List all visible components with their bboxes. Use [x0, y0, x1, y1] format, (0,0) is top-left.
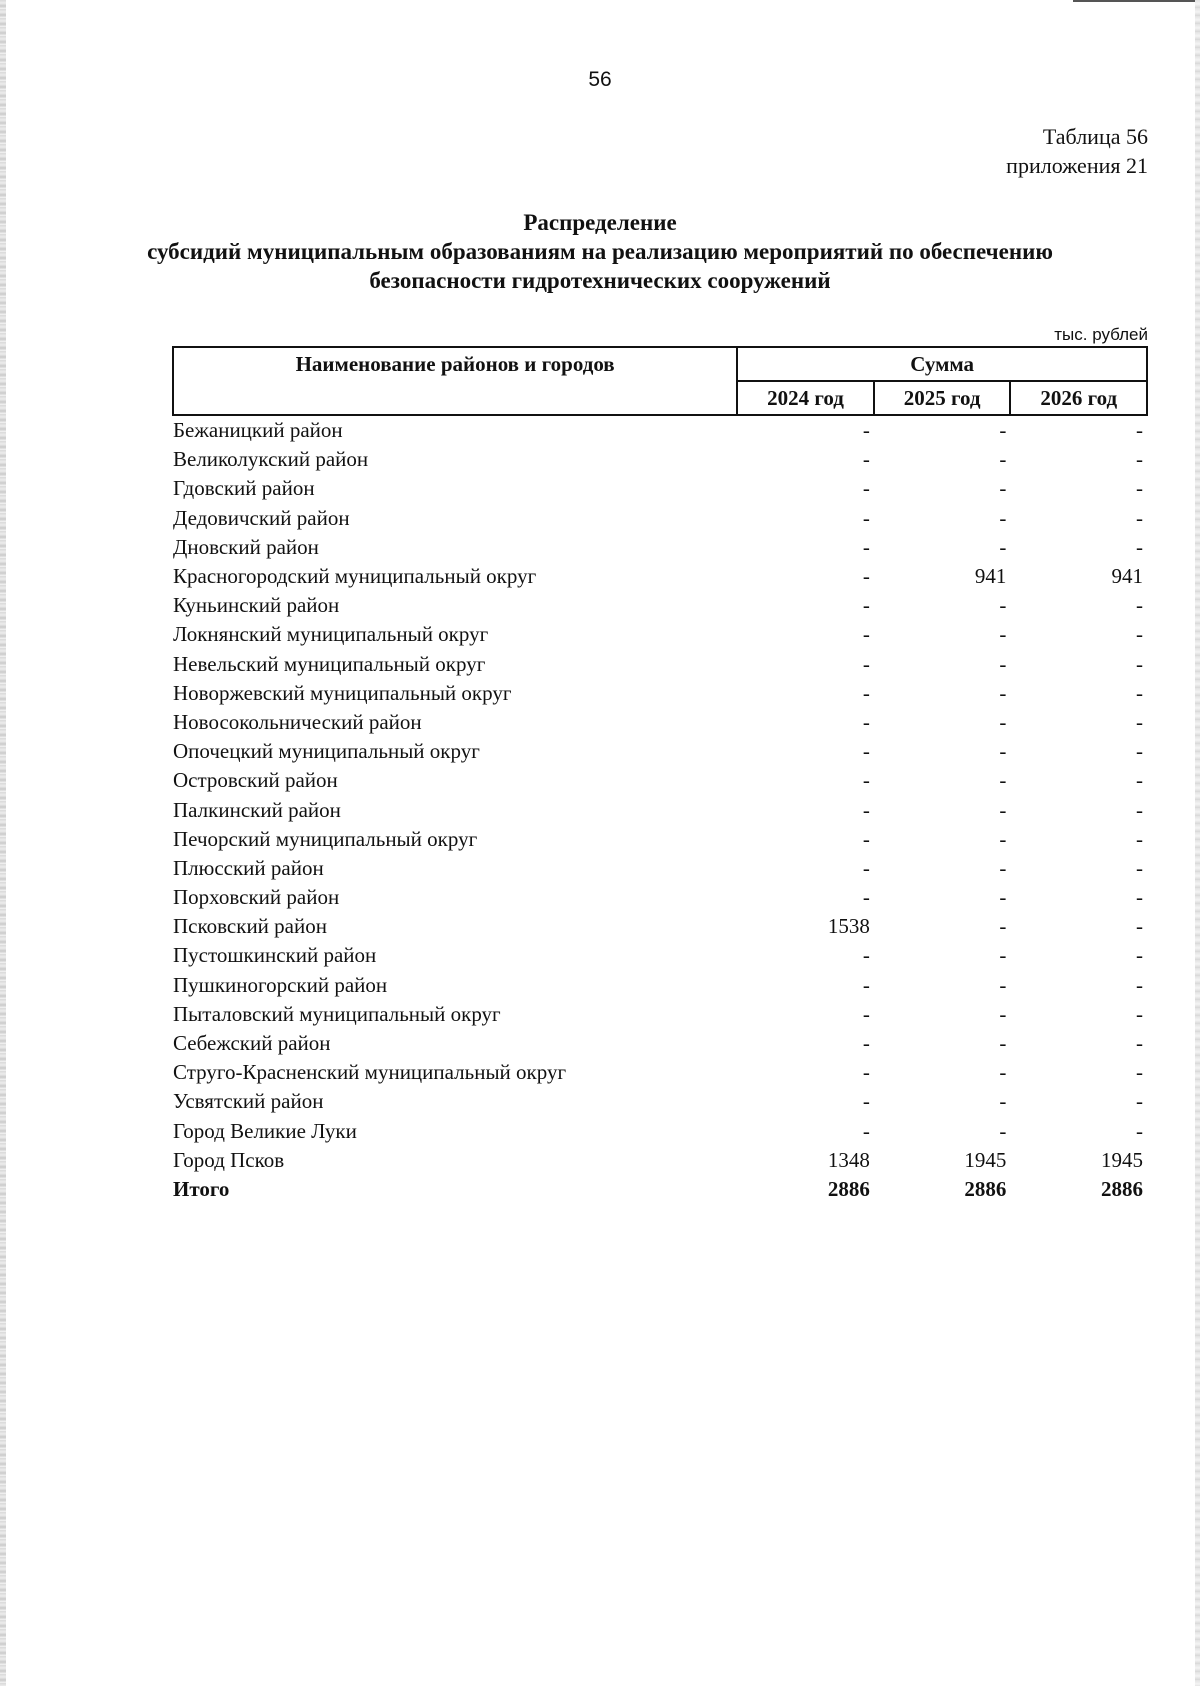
total-row — [173, 1175, 1147, 1204]
row-name: Псковский район — [173, 914, 327, 939]
row-name: Город Псков — [173, 1147, 285, 1172]
row-value-2025: - — [999, 1060, 1007, 1085]
table-row — [173, 415, 1147, 445]
row-value-2024: - — [862, 797, 870, 822]
table-row — [173, 445, 1147, 474]
row-name: Куньинский район — [173, 593, 340, 618]
table-row — [173, 825, 1147, 854]
row-value-2024: - — [862, 1031, 870, 1056]
table-row — [173, 737, 1147, 766]
row-value-2025: - — [999, 447, 1007, 472]
row-value-2024: - — [862, 680, 870, 705]
row-value-2026: - — [1136, 680, 1143, 705]
table-row — [173, 854, 1147, 883]
table-row — [173, 504, 1147, 533]
row-value-2026: - — [1136, 739, 1143, 764]
row-value-2025: 941 — [974, 564, 1007, 589]
row-value-2026: - — [1136, 855, 1143, 880]
table-row — [173, 562, 1147, 591]
header-sum: Сумма — [737, 347, 1147, 381]
row-value-2024: 2886 — [827, 1176, 870, 1201]
row-name: Печорский муниципальный округ — [173, 826, 478, 851]
row-name: Город Великие Луки — [173, 1118, 357, 1143]
page-number: 56 — [588, 68, 612, 91]
row-value-2025: - — [999, 1118, 1007, 1143]
row-value-2024: - — [862, 709, 870, 734]
scan-top-line — [1073, 0, 1195, 2]
row-name: Бежаницкий район — [173, 418, 343, 443]
row-value-2024: - — [862, 651, 870, 676]
row-value-2026: - — [1136, 1031, 1143, 1056]
table-ref-line1: Таблица 56 — [1042, 124, 1148, 149]
row-name: Пыталовский муниципальный округ — [173, 1001, 501, 1026]
row-name: Дедовичский район — [173, 505, 350, 530]
title-line1: Распределение — [523, 210, 677, 235]
row-name: Опочецкий муниципальный округ — [173, 739, 480, 764]
row-name: Локнянский муниципальный округ — [173, 622, 489, 647]
table-reference — [1006, 122, 1148, 180]
row-name: Палкинский район — [173, 797, 341, 822]
row-value-2024: - — [862, 855, 870, 880]
title-line3: безопасности гидротехнических сооружений — [369, 268, 831, 293]
row-value-2024: - — [862, 505, 870, 530]
row-value-2025: - — [999, 593, 1007, 618]
row-value-2026: - — [1136, 505, 1143, 530]
row-value-2025: - — [999, 826, 1007, 851]
row-value-2025: 2886 — [964, 1176, 1007, 1201]
row-value-2025: - — [999, 1001, 1007, 1026]
table-ref-line2: приложения 21 — [1006, 153, 1148, 178]
table-row — [173, 971, 1147, 1000]
table-row — [173, 1029, 1147, 1058]
row-value-2024: - — [862, 943, 870, 968]
row-value-2024: - — [862, 622, 870, 647]
table-row — [173, 708, 1147, 737]
row-value-2024: - — [862, 739, 870, 764]
header-year-2026: 2026 год — [1010, 381, 1147, 415]
row-value-2024: - — [862, 447, 870, 472]
table-row — [173, 1146, 1147, 1175]
table-row — [173, 912, 1147, 941]
row-value-2025: - — [999, 885, 1007, 910]
table-row — [173, 941, 1147, 970]
row-value-2026: 2886 — [1101, 1176, 1143, 1201]
table-row — [173, 1000, 1147, 1029]
row-value-2024: - — [862, 885, 870, 910]
row-value-2026: - — [1136, 593, 1143, 618]
row-name: Струго-Красненский муниципальный округ — [173, 1060, 567, 1085]
row-value-2024: - — [862, 1060, 870, 1085]
row-value-2024: 1538 — [827, 914, 870, 939]
header-name-column: Наименование районов и городов — [173, 347, 737, 415]
row-value-2026: - — [1136, 885, 1143, 910]
row-value-2025: 1945 — [964, 1147, 1007, 1172]
row-name: Дновский район — [173, 534, 319, 559]
row-value-2026: - — [1136, 1060, 1143, 1085]
row-value-2024: - — [862, 1001, 870, 1026]
row-value-2026: - — [1136, 943, 1143, 968]
header-year-2024: 2024 год — [737, 381, 874, 415]
row-value-2026: - — [1136, 447, 1143, 472]
header-row-1 — [173, 347, 1147, 381]
row-value-2026: - — [1136, 768, 1143, 793]
row-value-2026: - — [1136, 797, 1143, 822]
row-value-2026: 941 — [1111, 564, 1143, 589]
row-value-2025: - — [999, 418, 1007, 443]
row-value-2025: - — [999, 622, 1007, 647]
row-value-2025: - — [999, 768, 1007, 793]
row-value-2026: - — [1136, 418, 1143, 443]
row-value-2024: - — [862, 768, 870, 793]
row-value-2025: - — [999, 709, 1007, 734]
row-value-2025: - — [999, 534, 1007, 559]
table-row — [173, 474, 1147, 503]
header-year-2025: 2025 год — [874, 381, 1011, 415]
row-name: Плюсский район — [173, 855, 324, 880]
scan-edge-right — [1195, 0, 1200, 1686]
row-value-2026: - — [1136, 651, 1143, 676]
row-value-2025: - — [999, 1089, 1007, 1114]
row-value-2025: - — [999, 943, 1007, 968]
table-row — [173, 883, 1147, 912]
row-value-2026: - — [1136, 476, 1143, 501]
row-value-2024: - — [862, 418, 870, 443]
table-body — [173, 415, 1147, 1204]
row-value-2026: 1945 — [1101, 1147, 1143, 1172]
row-value-2025: - — [999, 797, 1007, 822]
row-name: Островский район — [173, 768, 338, 793]
row-value-2025: - — [999, 914, 1007, 939]
row-value-2025: - — [999, 680, 1007, 705]
row-name: Порховский район — [173, 885, 340, 910]
row-name: Себежский район — [173, 1031, 331, 1056]
units-label: тыс. рублей — [1054, 325, 1148, 344]
row-value-2025: - — [999, 1031, 1007, 1056]
row-value-2025: - — [999, 651, 1007, 676]
scan-edge-left — [0, 0, 6, 1686]
table-row — [173, 795, 1147, 824]
row-name: Новосокольнический район — [173, 709, 422, 734]
row-value-2024: - — [862, 1118, 870, 1143]
row-name: Усвятский район — [173, 1089, 324, 1114]
row-value-2024: 1348 — [827, 1147, 870, 1172]
row-value-2025: - — [999, 972, 1007, 997]
row-value-2024: - — [862, 1089, 870, 1114]
table-row — [173, 533, 1147, 562]
row-value-2024: - — [862, 826, 870, 851]
row-value-2024: - — [862, 564, 870, 589]
table-row — [173, 1058, 1147, 1087]
row-name: Пушкиногорский район — [173, 972, 388, 997]
table-row — [173, 1117, 1147, 1146]
row-value-2026: - — [1136, 826, 1143, 851]
row-name: Итого — [173, 1176, 230, 1201]
row-value-2026: - — [1136, 534, 1143, 559]
row-name: Красногородский муниципальный округ — [173, 564, 537, 589]
table-row — [173, 679, 1147, 708]
row-value-2026: - — [1136, 1089, 1143, 1114]
row-value-2026: - — [1136, 914, 1143, 939]
row-value-2024: - — [862, 534, 870, 559]
row-value-2026: - — [1136, 622, 1143, 647]
row-value-2026: - — [1136, 1001, 1143, 1026]
table-row — [173, 1087, 1147, 1116]
row-value-2026: - — [1136, 709, 1143, 734]
row-name: Невельский муниципальный округ — [173, 651, 486, 676]
row-name: Великолукский район — [173, 447, 369, 472]
row-value-2025: - — [999, 739, 1007, 764]
table-row — [173, 591, 1147, 620]
row-name: Гдовский район — [173, 476, 315, 501]
title-line2: субсидий муниципальным образованиям на реализацию мероприятий по обеспечению — [147, 239, 1053, 264]
table-row — [173, 620, 1147, 649]
subsidy-table — [172, 346, 1148, 1204]
row-value-2025: - — [999, 505, 1007, 530]
document-title — [100, 208, 1100, 295]
row-value-2024: - — [862, 476, 870, 501]
table-row — [173, 766, 1147, 795]
row-value-2025: - — [999, 476, 1007, 501]
row-value-2026: - — [1136, 1118, 1143, 1143]
row-name: Пустошкинский район — [173, 943, 377, 968]
row-name: Новоржевский муниципальный округ — [173, 680, 512, 705]
row-value-2026: - — [1136, 972, 1143, 997]
row-value-2025: - — [999, 855, 1007, 880]
row-value-2024: - — [862, 972, 870, 997]
table-row — [173, 650, 1147, 679]
row-value-2024: - — [862, 593, 870, 618]
